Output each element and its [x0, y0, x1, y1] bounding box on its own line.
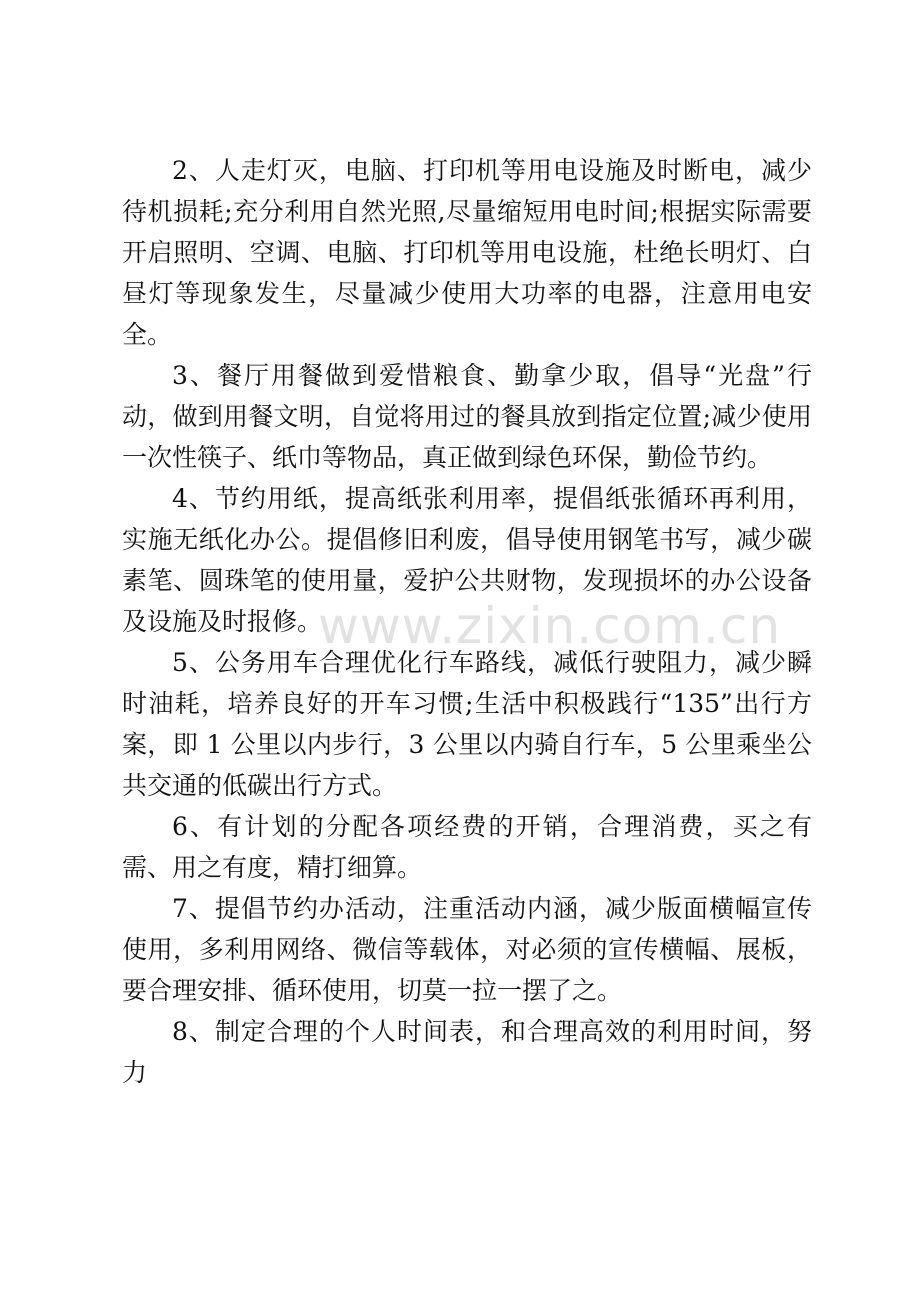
paragraph-item-2: 2、人走灯灭，电脑、打印机等用电设施及时断电，减少待机损耗;充分利用自然光照,尽量缩短用电时间;根据实际需要开启照明、空调、电脑、打印机等用电设施，杜绝长明灯、白昼灯等现象发生，尽量减少使用大功率的电器，注意用电安全。 — [122, 156, 812, 349]
paragraph-item-3: 3、餐厅用餐做到爱惜粮食、勤拿少取，倡导“光盘”行动，做到用餐文明，自觉将用过的餐具放到指定位置;减少使用一次性筷子、纸巾等物品，真正做到绿色环保，勤俭节约。 — [122, 361, 812, 472]
watermark: www.zixin.com.cn — [318, 597, 782, 655]
paragraph-item-4: 4、节约用纸，提高纸张利用率，提倡纸张循环再利用，实施无纸化办公。提倡修旧利废，倡导使用钢笔书写，减少碳素笔、圆珠笔的使用量，爱护公共财物，发现损坏的办公设备及设施及时报修。 — [122, 484, 812, 636]
paragraph-item-7: 7、提倡节约办活动，注重活动内涵，减少版面横幅宣传使用，多利用网络、微信等载体，对必须的宣传横幅、展板，要合理安排、循环使用，切莫一拉一摆了之。 — [122, 894, 812, 1005]
paragraph-item-5: 5、公务用车合理优化行车路线，减低行驶阻力，减少瞬时油耗，培养良好的开车习惯;生活中积极践行“135”出行方案，即 1 公里以内步行，3 公里以内骑自行车，5 公里乘坐公共交通的低碳出行方式。 — [122, 648, 812, 800]
paragraph-item-8: 8、制定合理的个人时间表，和合理高效的利用时间，努力 — [122, 1017, 812, 1087]
paragraph-item-6: 6、有计划的分配各项经费的开销，合理消费，买之有需、用之有度，精打细算。 — [122, 812, 812, 882]
document-body — [122, 150, 812, 1093]
